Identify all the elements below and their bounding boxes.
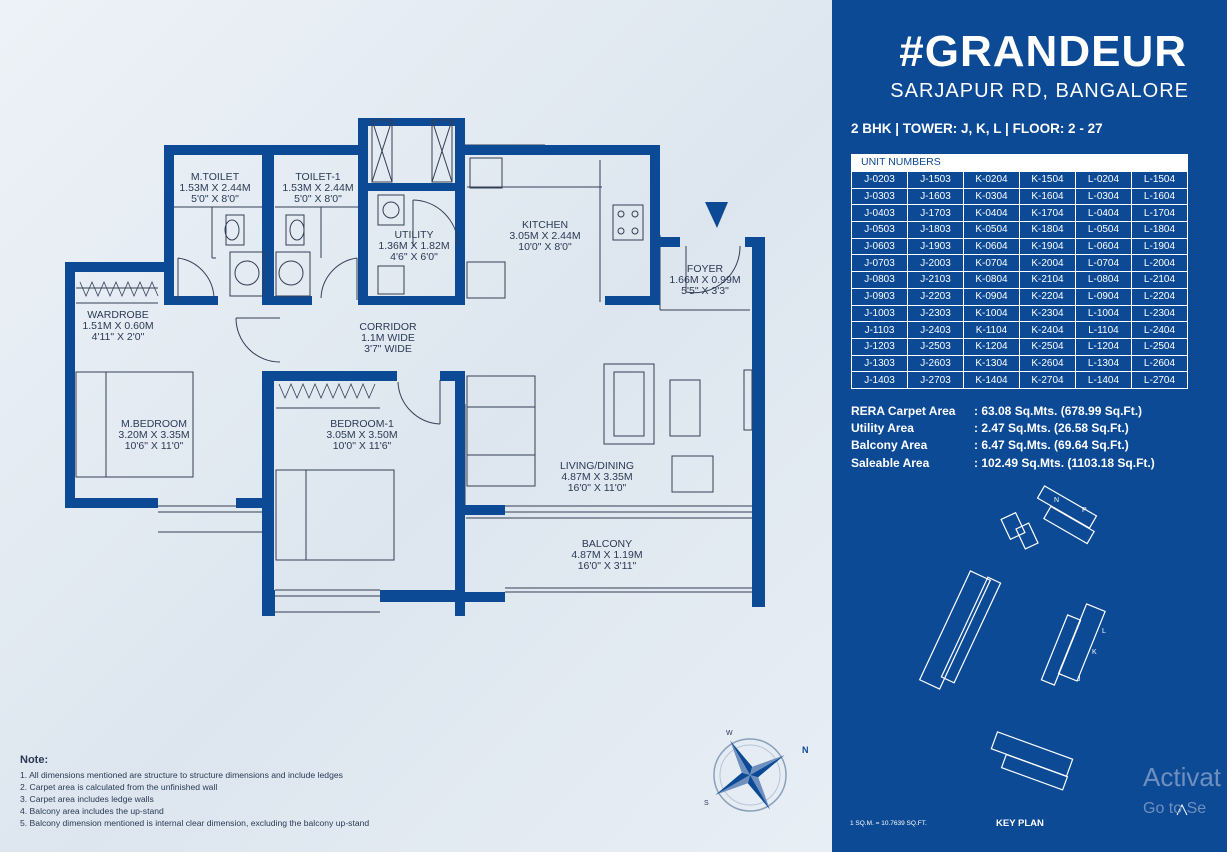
unit-cell: J-0503: [852, 222, 908, 239]
toilet-1-name: TOILET-1: [295, 171, 341, 183]
living-dims-ft: 16'0" X 11'0": [567, 482, 627, 494]
unit-cell: J-1703: [908, 205, 964, 222]
unit-cell: J-1103: [852, 322, 908, 339]
unit-cell: L-0904: [1076, 288, 1132, 305]
unit-cell: J-0203: [852, 172, 908, 189]
corridor-name: CORRIDOR: [359, 321, 417, 333]
unit-cell: L-2604: [1132, 355, 1188, 372]
unit-cell: L-2404: [1132, 322, 1188, 339]
unit-cell: L-1604: [1132, 188, 1188, 205]
note-item: 2. Carpet area is calculated from the unfinished wall: [20, 782, 218, 792]
unit-cell: J-1203: [852, 338, 908, 355]
bedroom-1-name: BEDROOM-1: [330, 418, 394, 430]
wall-segments: [65, 118, 765, 616]
unit-cell: K-2704: [1020, 372, 1076, 389]
unit-cell: K-2104: [1020, 272, 1076, 289]
unit-cell: L-1804: [1132, 222, 1188, 239]
foyer-name: FOYER: [686, 263, 724, 275]
area-value: : 6.47 Sq.Mts. (69.64 Sq.Ft.): [974, 438, 1129, 453]
unit-cell: K-0604: [964, 238, 1020, 255]
m-toilet-name: M.TOILET: [190, 171, 240, 183]
unit-cell: L-1504: [1132, 172, 1188, 189]
info-panel: [832, 0, 1227, 852]
unit-cell: K-2304: [1020, 305, 1076, 322]
unit-cell: J-2703: [908, 372, 964, 389]
area-value: : 102.49 Sq.Mts. (1103.18 Sq.Ft.): [974, 455, 1155, 470]
note-item: 5. Balcony dimension mentioned is internal clear dimension, excluding the balcony up-stand: [20, 818, 370, 828]
unit-cell: K-2204: [1020, 288, 1076, 305]
unit-cell: L-0504: [1076, 222, 1132, 239]
key-plan-diagram: [832, 0, 1227, 852]
unit-cell: K-0404: [964, 205, 1020, 222]
unit-cell: J-1003: [852, 305, 908, 322]
unit-cell: L-0304: [1076, 188, 1132, 205]
unit-cell: L-1304: [1076, 355, 1132, 372]
unit-numbers-header: UNIT NUMBERS: [851, 154, 1188, 171]
entry-arrow-icon: [705, 202, 728, 228]
unit-cell: L-1004: [1076, 305, 1132, 322]
area-label: Balcony Area: [851, 438, 928, 453]
unit-cell: K-1304: [964, 355, 1020, 372]
watermark-line-2: Go to Se: [1143, 800, 1207, 817]
balcony-dims-ft: 16'0" X 3'11": [577, 560, 637, 572]
location-subtitle: SARJAPUR RD, BANGALORE: [890, 80, 1189, 102]
unit-cell: K-2504: [1020, 338, 1076, 355]
unit-cell: J-0903: [852, 288, 908, 305]
unit-cell: J-2303: [908, 305, 964, 322]
unit-cell: K-2604: [1020, 355, 1076, 372]
unit-cell: J-2003: [908, 255, 964, 272]
utility-dims-m: 1.36M X 1.82M: [378, 240, 450, 252]
unit-cell: L-1404: [1076, 372, 1132, 389]
unit-cell: J-0403: [852, 205, 908, 222]
unit-cell: L-0604: [1076, 238, 1132, 255]
unit-cell: L-1904: [1132, 238, 1188, 255]
unit-cell: K-0304: [964, 188, 1020, 205]
unit-cell: J-1403: [852, 372, 908, 389]
unit-cell: K-1904: [1020, 238, 1076, 255]
unit-cell: L-2304: [1132, 305, 1188, 322]
area-label: RERA Carpet Area: [851, 404, 956, 418]
kitchen-dims-m: 3.05M X 2.44M: [509, 230, 581, 242]
unit-cell: J-2403: [908, 322, 964, 339]
note-item: 1. All dimensions mentioned are structure to structure dimensions and include ledges: [20, 770, 343, 780]
toilet-1-dims-m: 1.53M X 2.44M: [282, 182, 354, 194]
bedroom-1-dims-ft: 10'0" X 11'6": [332, 440, 392, 452]
unit-cell: K-1504: [1020, 172, 1076, 189]
wardrobe-dims-m: 1.51M X 0.60M: [82, 320, 154, 332]
unit-cell: J-1503: [908, 172, 964, 189]
foyer-dims-ft: 5'5" X 3'3": [681, 285, 729, 297]
area-value: : 2.47 Sq.Mts. (26.58 Sq.Ft.): [974, 421, 1129, 436]
unit-cell: L-0704: [1076, 255, 1132, 272]
utility-dims-ft: 4'6" X 6'0": [390, 251, 438, 263]
brand-title: #GRANDEUR: [899, 27, 1187, 76]
kitchen-name: KITCHEN: [521, 219, 569, 231]
keyplan-marker: J: [1077, 676, 1081, 683]
toilet-1-dims-ft: 5'0" X 8'0": [294, 193, 342, 205]
unit-cell: J-0303: [852, 188, 908, 205]
unit-cell: K-0904: [964, 288, 1020, 305]
compass-s: S: [704, 800, 709, 807]
m-bedroom-name: M.BEDROOM: [121, 418, 187, 430]
bedroom-1-dims-m: 3.05M X 3.50M: [326, 429, 398, 441]
unit-cell: J-1803: [908, 222, 964, 239]
kitchen-dims-ft: 10'0" X 8'0": [518, 241, 572, 253]
compass-n: N: [802, 745, 809, 755]
spec-line: 2 BHK | TOWER: J, K, L | FLOOR: 2 - 27: [851, 121, 1103, 136]
m-toilet-dims-m: 1.53M X 2.44M: [179, 182, 251, 194]
area-label: Utility Area: [851, 421, 914, 436]
balcony-name: BALCONY: [581, 538, 633, 550]
unit-cell: J-2503: [908, 338, 964, 355]
unit-cell: L-1104: [1076, 322, 1132, 339]
unit-cell: K-2004: [1020, 255, 1076, 272]
unit-cell: J-1903: [908, 238, 964, 255]
keyplan-marker: P: [1082, 507, 1087, 514]
unit-cell: L-2204: [1132, 288, 1188, 305]
unit-cell: L-2104: [1132, 272, 1188, 289]
unit-cell: L-0204: [1076, 172, 1132, 189]
unit-cell: J-1303: [852, 355, 908, 372]
utility-name: UTILITY: [394, 229, 434, 241]
compass-rose: [695, 720, 808, 829]
unit-cell: J-1603: [908, 188, 964, 205]
unit-cell: K-0704: [964, 255, 1020, 272]
unit-cell: L-0404: [1076, 205, 1132, 222]
unit-cell: K-1704: [1020, 205, 1076, 222]
unit-cell: K-1404: [964, 372, 1020, 389]
note-item: 3. Carpet area includes ledge walls: [20, 794, 154, 804]
unit-cell: K-1104: [964, 322, 1020, 339]
unit-cell: J-2603: [908, 355, 964, 372]
wardrobe-name: WARDROBE: [87, 309, 149, 321]
unit-cell: K-2404: [1020, 322, 1076, 339]
unit-cell: L-1704: [1132, 205, 1188, 222]
keyplan-marker: L: [1102, 628, 1106, 635]
living-name: LIVING/DINING: [559, 460, 635, 472]
unit-cell: J-2103: [908, 272, 964, 289]
area-value: : 63.08 Sq.Mts. (678.99 Sq.Ft.): [974, 404, 1143, 418]
unit-cell: J-0703: [852, 255, 908, 272]
foyer-dims-m: 1.66M X 0.99M: [669, 274, 741, 286]
compass-w: W: [726, 730, 733, 737]
unit-cell: K-1204: [964, 338, 1020, 355]
unit-cell: L-2004: [1132, 255, 1188, 272]
unit-cell: K-0504: [964, 222, 1020, 239]
keyplan-marker: K: [1092, 649, 1097, 656]
notes-title: Note:: [20, 754, 49, 766]
unit-cell: J-0803: [852, 272, 908, 289]
m-toilet-dims-ft: 5'0" X 8'0": [191, 193, 239, 205]
watermark-line-1: Activat: [1143, 762, 1222, 792]
scale-note: 1 SQ.M. = 10.7639 SQ.FT.: [850, 820, 927, 827]
m-bedroom-dims-ft: 10'6" X 11'0": [124, 440, 184, 452]
unit-cell: K-1604: [1020, 188, 1076, 205]
unit-cell: J-0603: [852, 238, 908, 255]
unit-cell: L-0804: [1076, 272, 1132, 289]
unit-cell: J-2203: [908, 288, 964, 305]
unit-cell: K-0804: [964, 272, 1020, 289]
m-bedroom-dims-m: 3.20M X 3.35M: [118, 429, 190, 441]
area-label: Saleable Area: [851, 455, 930, 470]
wardrobe-dims-ft: 4'11" X 2'0": [91, 331, 145, 343]
corridor-dims-ft: 3'7" WIDE: [364, 343, 412, 355]
notes: [20, 754, 369, 829]
note-item: 4. Balcony area includes the up-stand: [20, 806, 164, 816]
unit-cell: K-1804: [1020, 222, 1076, 239]
unit-cell: K-0204: [964, 172, 1020, 189]
unit-cell: L-2504: [1132, 338, 1188, 355]
keyplan-marker: N: [1054, 497, 1060, 504]
unit-cell: L-1204: [1076, 338, 1132, 355]
living-dims-m: 4.87M X 3.35M: [561, 471, 633, 483]
corridor-dims-m: 1.1M WIDE: [361, 332, 415, 344]
unit-cell: K-1004: [964, 305, 1020, 322]
unit-cell: L-2704: [1132, 372, 1188, 389]
balcony-dims-m: 4.87M X 1.19M: [571, 549, 643, 561]
key-plan-label: KEY PLAN: [996, 818, 1044, 829]
